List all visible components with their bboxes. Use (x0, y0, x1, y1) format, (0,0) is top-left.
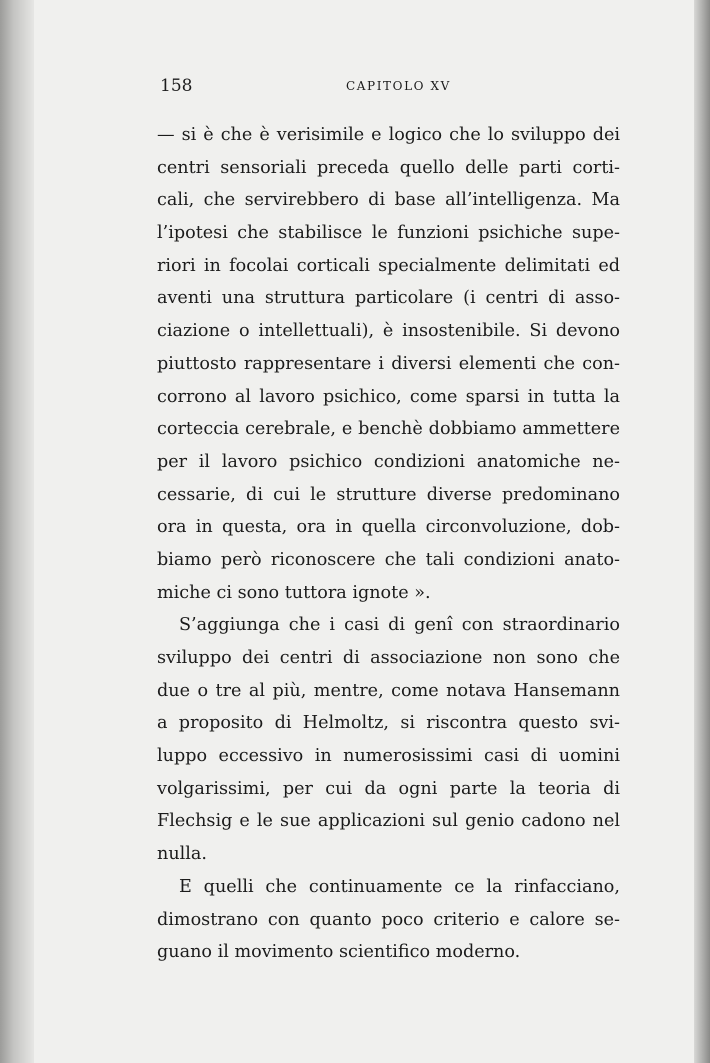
text-line: ora in questa, ora in quella circonvoluzione, dob- (157, 517, 620, 538)
text-line: riori in focolai corticali specialmente delimitati ed (157, 255, 620, 276)
body-text (157, 119, 620, 969)
text-line: cali, che servirebbero di base all’intelligenza. Ma (157, 190, 620, 211)
text-line: a proposito di Helmoltz, si riscontra questo svi- (157, 713, 620, 734)
text-line: volgarissimi, per cui da ogni parte la teoria di (157, 778, 620, 799)
page-edge-shadow (694, 0, 710, 1063)
page-gutter-shadow (0, 0, 34, 1063)
text-line: corteccia cerebrale, e benchè dobbiamo ammettere (157, 419, 620, 440)
page-header (160, 76, 620, 100)
text-line: Flechsig e le sue applicazioni sul genio cadono nel (157, 811, 620, 832)
text-line: aventi una struttura particolare (i centri di asso- (157, 288, 620, 309)
text-line: sviluppo dei centri di associazione non sono che (157, 648, 620, 668)
text-line: — si è che è verisimile e logico che lo sviluppo dei (157, 125, 620, 145)
text-line: luppo eccessivo in numerosissimi casi di uomini (157, 746, 620, 767)
text-line: due o tre al più, mentre, come notava Hansemann (157, 680, 620, 701)
text-line: piuttosto rappresentare i diversi elementi che con- (157, 353, 620, 374)
running-head: CAPITOLO XV (346, 79, 451, 93)
text-line: E quelli che continuamente ce la rinfacciano, (179, 876, 620, 897)
paragraph-3 (157, 871, 620, 969)
paragraph-2 (157, 609, 620, 871)
text-line: corrono al lavoro psichico, come sparsi in tutta la (157, 386, 620, 407)
page-number: 158 (160, 76, 193, 96)
text-line: per il lavoro psichico condizioni anatomiche ne- (157, 451, 620, 472)
text-line: S’aggiunga che i casi di genî con straordinario (179, 615, 620, 636)
text-line: dimostrano con quanto poco criterio e calore se- (157, 909, 620, 930)
text-line: nulla. (157, 844, 207, 865)
text-line: cessarie, di cui le strutture diverse predominano (157, 484, 620, 505)
paragraph-1 (157, 119, 620, 609)
text-line: centri sensoriali preceda quello delle parti corti- (157, 157, 620, 178)
text-line: miche ci sono tuttora ignote ». (157, 582, 431, 603)
text-line: ciazione o intellettuali), è insostenibile. Si devono (157, 321, 620, 342)
text-line: guano il movimento scientifico moderno. (157, 942, 521, 963)
text-line: biamo però riconoscere che tali condizioni anato- (157, 549, 620, 570)
text-line: l’ipotesi che stabilisce le funzioni psichiche supe- (157, 223, 620, 244)
